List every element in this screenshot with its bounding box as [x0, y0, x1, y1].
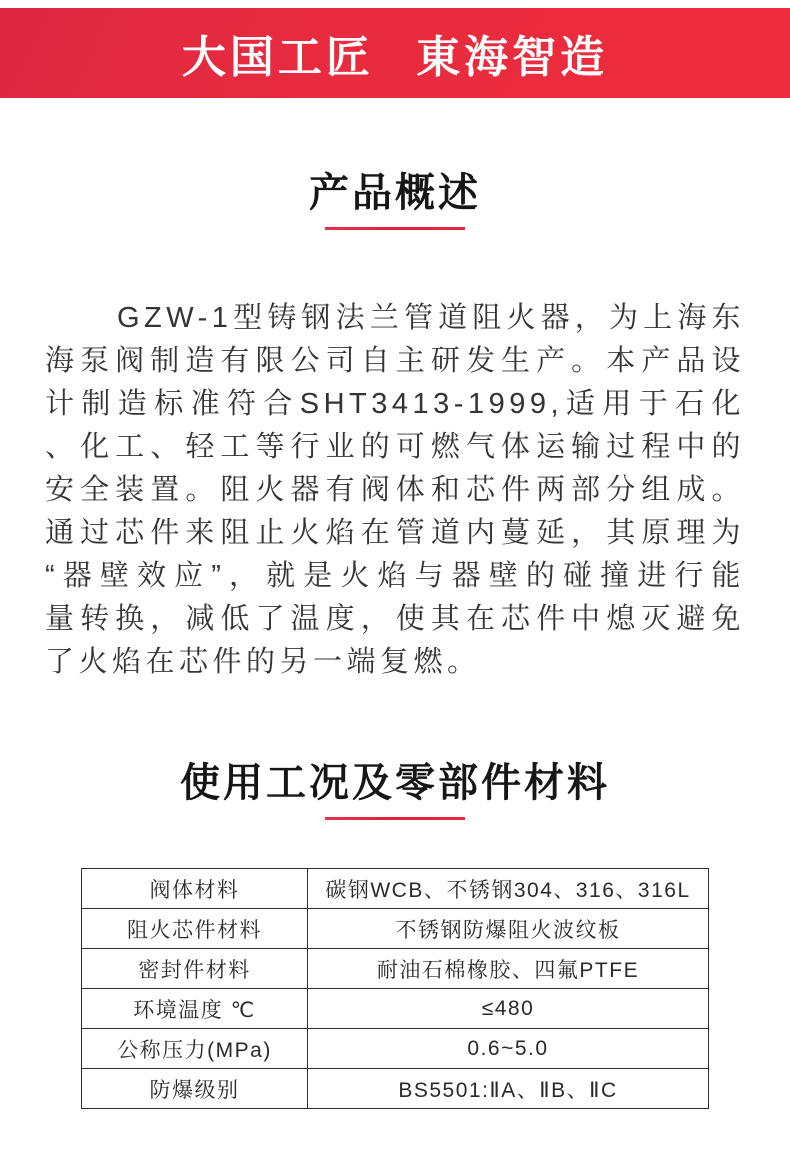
spec-label-cell: 密封件材料	[82, 949, 308, 989]
paragraph-line: 安全装置。阻火器有阀体和芯件两部分组成。	[45, 474, 745, 506]
spec-label-cell: 防爆级别	[82, 1069, 308, 1109]
spec-value-cell: BS5501:ⅡA、ⅡB、ⅡC	[308, 1069, 709, 1109]
paragraph-line: 、化工、轻工等行业的可燃气体运输过程中的	[45, 431, 745, 463]
paragraph-line: 量转换，减低了温度，使其在芯件中熄灭避免	[45, 603, 745, 635]
title-underline	[325, 227, 465, 230]
spec-value-cell: 不锈钢防爆阻火波纹板	[308, 909, 709, 949]
brand-banner	[0, 8, 790, 98]
table-row	[82, 909, 709, 949]
table-row	[82, 1029, 709, 1069]
spec-value-cell: ≤480	[308, 989, 709, 1029]
paragraph-line: GZW-1型铸钢法兰管道阻火器，为上海东	[117, 302, 745, 334]
table-row	[82, 989, 709, 1029]
spec-table-container	[81, 868, 709, 1109]
overview-section-header	[0, 172, 790, 230]
spec-value-cell: 碳钢WCB、不锈钢304、316、316L	[308, 869, 709, 909]
spec-value-cell: 耐油石棉橡胶、四氟PTFE	[308, 949, 709, 989]
paragraph-line: 海泵阀制造有限公司自主研发生产。本产品设	[45, 345, 745, 377]
spec-value-cell: 0.6~5.0	[308, 1029, 709, 1069]
spec-table	[81, 868, 709, 1109]
paragraph-line: “器壁效应”，就是火焰与器壁的碰撞进行能	[45, 560, 745, 592]
table-row	[82, 869, 709, 909]
materials-section-title: 使用工况及零部件材料	[180, 761, 610, 805]
overview-section-title: 产品概述	[309, 171, 481, 215]
spec-label-cell: 阻火芯件材料	[82, 909, 308, 949]
spec-label-cell: 公称压力(MPa)	[82, 1029, 308, 1069]
title-underline	[325, 817, 465, 820]
table-row	[82, 1069, 709, 1109]
table-row	[82, 949, 709, 989]
brand-banner-title: 大国工匠 東海智造	[181, 33, 609, 82]
materials-section-header	[0, 762, 790, 820]
paragraph-line: 通过芯件来阻止火焰在管道内蔓延，其原理为	[45, 517, 745, 549]
paragraph-line: 计制造标准符合SHT3413-1999,适用于石化	[45, 388, 745, 420]
paragraph-line: 了火焰在芯件的另一端复燃。	[45, 646, 481, 678]
spec-label-cell: 环境温度 ℃	[82, 989, 308, 1029]
spec-label-cell: 阀体材料	[82, 869, 308, 909]
overview-paragraph	[45, 297, 745, 684]
